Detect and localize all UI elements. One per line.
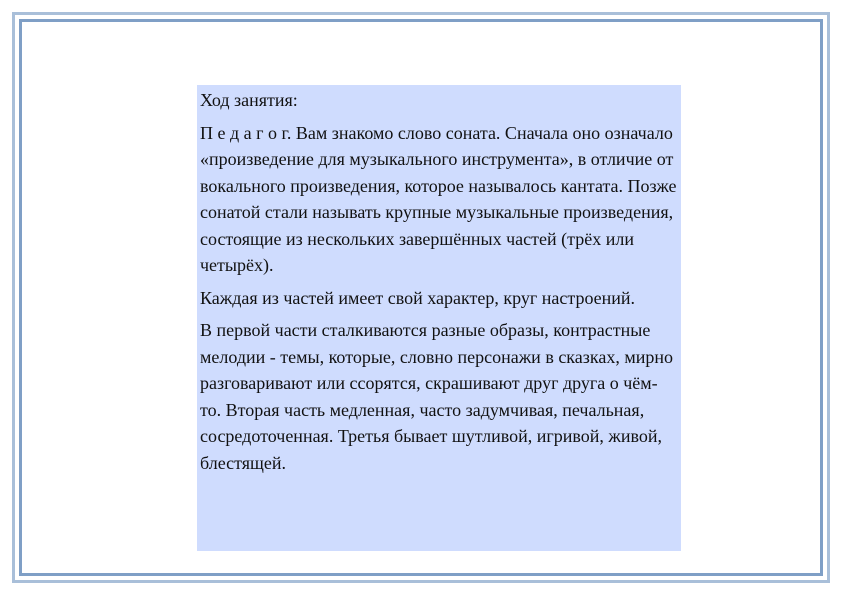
paragraph-parts-description: В первой части сталкиваются разные образы, контрастные мелодии - темы, которые, словно персонажи в сказках, мирно разговаривают или ссорятся, скрашивают друг друга о чём-то. Вторая часть медленная, часто задумчивая, печальная, сосредоточенная. Третья бывает шутливой, игривой, живой, блестящей.: [200, 320, 673, 473]
lesson-heading: Ход занятия:: [200, 90, 298, 110]
lesson-text-box: [197, 85, 681, 551]
paragraph-sonata-intro: П е д а г о г. Вам знакомо слово соната. Сначала оно означало «произведение для музыкального инструмента», в отличие от вокального произведения, которое называлось кантата. Позже сонатой стали называть крупные музыкальные произведения, состоящие из нескольких завершённых частей (трёх или четырёх).: [200, 122, 677, 275]
paragraph-parts-character: Каждая из частей имеет свой характер, круг настроений.: [200, 287, 636, 308]
